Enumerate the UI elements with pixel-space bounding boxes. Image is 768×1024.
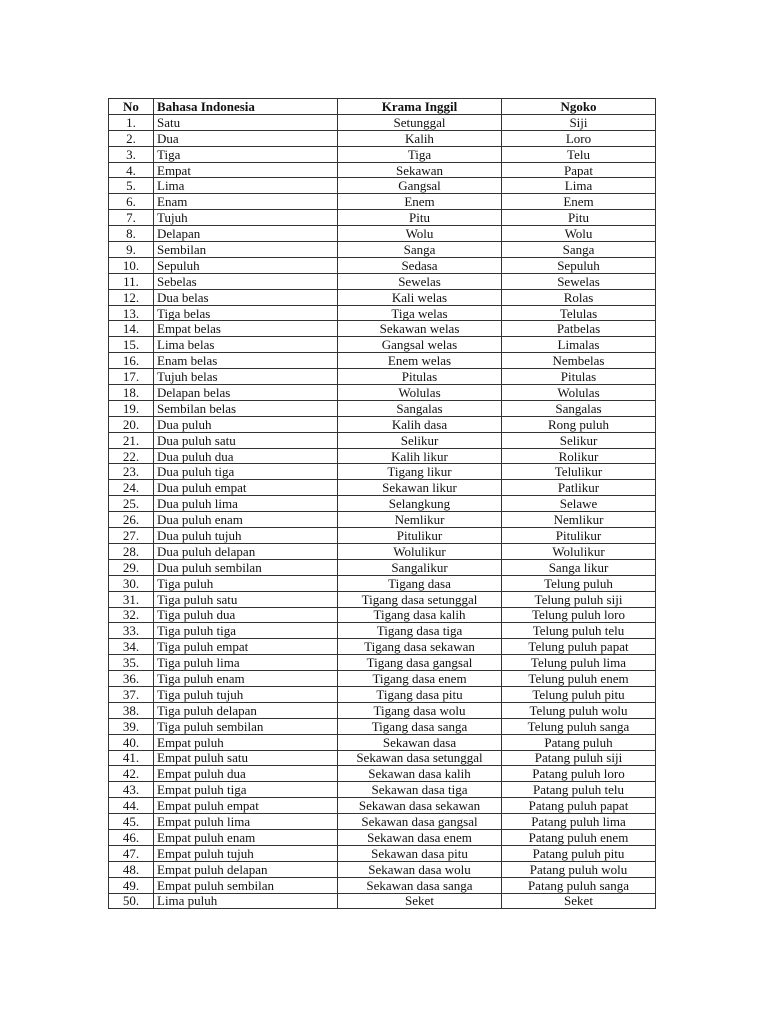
table-row xyxy=(109,829,656,845)
bahasa-indonesia-cell: Enam belas xyxy=(154,353,338,369)
table-row xyxy=(109,337,656,353)
bahasa-indonesia-cell: Empat puluh lima xyxy=(154,814,338,830)
ngoko-cell: Patang puluh sanga xyxy=(502,877,656,893)
ngoko-cell: Patlikur xyxy=(502,480,656,496)
row-number: 34. xyxy=(109,639,154,655)
row-number: 43. xyxy=(109,782,154,798)
ngoko-cell: Selawe xyxy=(502,496,656,512)
table-row xyxy=(109,814,656,830)
bahasa-indonesia-cell: Tiga puluh enam xyxy=(154,671,338,687)
row-number: 37. xyxy=(109,686,154,702)
number-translation-table xyxy=(108,98,656,909)
table-row xyxy=(109,734,656,750)
table-row xyxy=(109,718,656,734)
bahasa-indonesia-cell: Empat puluh delapan xyxy=(154,861,338,877)
krama-inggil-cell: Sewelas xyxy=(338,273,502,289)
row-number: 26. xyxy=(109,512,154,528)
table-row xyxy=(109,416,656,432)
krama-inggil-cell: Wolulas xyxy=(338,385,502,401)
table-row xyxy=(109,750,656,766)
ngoko-cell: Pitulikur xyxy=(502,528,656,544)
row-number: 22. xyxy=(109,448,154,464)
row-number: 20. xyxy=(109,416,154,432)
row-number: 28. xyxy=(109,543,154,559)
ngoko-cell: Patang puluh xyxy=(502,734,656,750)
table-row xyxy=(109,242,656,258)
ngoko-cell: Telung puluh siji xyxy=(502,591,656,607)
bahasa-indonesia-cell: Sepuluh xyxy=(154,257,338,273)
bahasa-indonesia-cell: Empat puluh tujuh xyxy=(154,845,338,861)
krama-inggil-cell: Sekawan likur xyxy=(338,480,502,496)
bahasa-indonesia-cell: Sebelas xyxy=(154,273,338,289)
table-row xyxy=(109,273,656,289)
row-number: 47. xyxy=(109,845,154,861)
ngoko-cell: Sewelas xyxy=(502,273,656,289)
bahasa-indonesia-cell: Dua puluh empat xyxy=(154,480,338,496)
krama-inggil-cell: Sanga xyxy=(338,242,502,258)
krama-inggil-cell: Sekawan xyxy=(338,162,502,178)
krama-inggil-cell: Pitu xyxy=(338,210,502,226)
ngoko-cell: Sangalas xyxy=(502,400,656,416)
ngoko-cell: Patang puluh pitu xyxy=(502,845,656,861)
krama-inggil-cell: Tigang dasa xyxy=(338,575,502,591)
ngoko-cell: Limalas xyxy=(502,337,656,353)
krama-inggil-cell: Sedasa xyxy=(338,257,502,273)
ngoko-cell: Lima xyxy=(502,178,656,194)
row-number: 45. xyxy=(109,814,154,830)
row-number: 9. xyxy=(109,242,154,258)
row-number: 1. xyxy=(109,114,154,130)
row-number: 2. xyxy=(109,130,154,146)
row-number: 4. xyxy=(109,162,154,178)
ngoko-cell: Patang puluh telu xyxy=(502,782,656,798)
ngoko-cell: Telung puluh pitu xyxy=(502,686,656,702)
krama-inggil-cell: Tigang dasa enem xyxy=(338,671,502,687)
table-row xyxy=(109,798,656,814)
ngoko-cell: Patang puluh loro xyxy=(502,766,656,782)
row-number: 3. xyxy=(109,146,154,162)
krama-inggil-cell: Enem welas xyxy=(338,353,502,369)
table-row xyxy=(109,782,656,798)
row-number: 40. xyxy=(109,734,154,750)
ngoko-cell: Wolu xyxy=(502,226,656,242)
ngoko-cell: Telung puluh loro xyxy=(502,607,656,623)
krama-inggil-cell: Tigang dasa pitu xyxy=(338,686,502,702)
ngoko-cell: Rolikur xyxy=(502,448,656,464)
row-number: 42. xyxy=(109,766,154,782)
bahasa-indonesia-cell: Dua xyxy=(154,130,338,146)
row-number: 41. xyxy=(109,750,154,766)
header-no: No xyxy=(109,99,154,115)
row-number: 46. xyxy=(109,829,154,845)
table-row xyxy=(109,162,656,178)
bahasa-indonesia-cell: Lima belas xyxy=(154,337,338,353)
row-number: 29. xyxy=(109,559,154,575)
bahasa-indonesia-cell: Empat xyxy=(154,162,338,178)
ngoko-cell: Wolulas xyxy=(502,385,656,401)
table-row xyxy=(109,321,656,337)
table-row xyxy=(109,146,656,162)
ngoko-cell: Selikur xyxy=(502,432,656,448)
krama-inggil-cell: Kali welas xyxy=(338,289,502,305)
table-row xyxy=(109,655,656,671)
bahasa-indonesia-cell: Empat puluh dua xyxy=(154,766,338,782)
krama-inggil-cell: Sekawan welas xyxy=(338,321,502,337)
ngoko-cell: Telung puluh xyxy=(502,575,656,591)
bahasa-indonesia-cell: Dua puluh xyxy=(154,416,338,432)
table-row xyxy=(109,877,656,893)
row-number: 35. xyxy=(109,655,154,671)
ngoko-cell: Loro xyxy=(502,130,656,146)
ngoko-cell: Patang puluh lima xyxy=(502,814,656,830)
ngoko-cell: Patang puluh enem xyxy=(502,829,656,845)
bahasa-indonesia-cell: Tiga puluh tujuh xyxy=(154,686,338,702)
krama-inggil-cell: Sekawan dasa wolu xyxy=(338,861,502,877)
bahasa-indonesia-cell: Dua puluh satu xyxy=(154,432,338,448)
ngoko-cell: Telung puluh sanga xyxy=(502,718,656,734)
bahasa-indonesia-cell: Tiga puluh tiga xyxy=(154,623,338,639)
bahasa-indonesia-cell: Satu xyxy=(154,114,338,130)
row-number: 31. xyxy=(109,591,154,607)
bahasa-indonesia-cell: Dua puluh sembilan xyxy=(154,559,338,575)
bahasa-indonesia-cell: Dua puluh enam xyxy=(154,512,338,528)
krama-inggil-cell: Tigang dasa gangsal xyxy=(338,655,502,671)
row-number: 49. xyxy=(109,877,154,893)
bahasa-indonesia-cell: Enam xyxy=(154,194,338,210)
table-row xyxy=(109,528,656,544)
row-number: 14. xyxy=(109,321,154,337)
krama-inggil-cell: Selikur xyxy=(338,432,502,448)
krama-inggil-cell: Gangsal xyxy=(338,178,502,194)
ngoko-cell: Patbelas xyxy=(502,321,656,337)
table-row xyxy=(109,448,656,464)
table-row xyxy=(109,686,656,702)
row-number: 16. xyxy=(109,353,154,369)
table-row xyxy=(109,639,656,655)
krama-inggil-cell: Tiga welas xyxy=(338,305,502,321)
bahasa-indonesia-cell: Tiga puluh lima xyxy=(154,655,338,671)
ngoko-cell: Papat xyxy=(502,162,656,178)
row-number: 33. xyxy=(109,623,154,639)
header-krama-inggil: Krama Inggil xyxy=(338,99,502,115)
table-row xyxy=(109,464,656,480)
row-number: 48. xyxy=(109,861,154,877)
bahasa-indonesia-cell: Tujuh belas xyxy=(154,369,338,385)
ngoko-cell: Seket xyxy=(502,893,656,909)
krama-inggil-cell: Pitulikur xyxy=(338,528,502,544)
bahasa-indonesia-cell: Tiga puluh empat xyxy=(154,639,338,655)
krama-inggil-cell: Sekawan dasa gangsal xyxy=(338,814,502,830)
row-number: 44. xyxy=(109,798,154,814)
ngoko-cell: Telulikur xyxy=(502,464,656,480)
table-row xyxy=(109,607,656,623)
table-row xyxy=(109,623,656,639)
ngoko-cell: Siji xyxy=(502,114,656,130)
row-number: 21. xyxy=(109,432,154,448)
table-row xyxy=(109,480,656,496)
krama-inggil-cell: Tigang likur xyxy=(338,464,502,480)
krama-inggil-cell: Enem xyxy=(338,194,502,210)
krama-inggil-cell: Tigang dasa tiga xyxy=(338,623,502,639)
bahasa-indonesia-cell: Tiga puluh delapan xyxy=(154,702,338,718)
table-row xyxy=(109,369,656,385)
row-number: 32. xyxy=(109,607,154,623)
ngoko-cell: Telu xyxy=(502,146,656,162)
krama-inggil-cell: Tigang dasa wolu xyxy=(338,702,502,718)
row-number: 8. xyxy=(109,226,154,242)
row-number: 15. xyxy=(109,337,154,353)
krama-inggil-cell: Sekawan dasa sanga xyxy=(338,877,502,893)
bahasa-indonesia-cell: Tiga belas xyxy=(154,305,338,321)
bahasa-indonesia-cell: Dua puluh delapan xyxy=(154,543,338,559)
table-row xyxy=(109,496,656,512)
bahasa-indonesia-cell: Delapan belas xyxy=(154,385,338,401)
table-row xyxy=(109,893,656,909)
bahasa-indonesia-cell: Empat puluh satu xyxy=(154,750,338,766)
ngoko-cell: Sanga likur xyxy=(502,559,656,575)
table-row xyxy=(109,861,656,877)
bahasa-indonesia-cell: Empat puluh xyxy=(154,734,338,750)
table-row xyxy=(109,543,656,559)
ngoko-cell: Telung puluh enem xyxy=(502,671,656,687)
bahasa-indonesia-cell: Empat puluh tiga xyxy=(154,782,338,798)
ngoko-cell: Nemlikur xyxy=(502,512,656,528)
krama-inggil-cell: Tigang dasa setunggal xyxy=(338,591,502,607)
row-number: 6. xyxy=(109,194,154,210)
krama-inggil-cell: Wolulikur xyxy=(338,543,502,559)
table-row xyxy=(109,559,656,575)
table-row xyxy=(109,575,656,591)
bahasa-indonesia-cell: Empat puluh enam xyxy=(154,829,338,845)
krama-inggil-cell: Sekawan dasa kalih xyxy=(338,766,502,782)
table-row xyxy=(109,766,656,782)
table-row xyxy=(109,114,656,130)
krama-inggil-cell: Sekawan dasa pitu xyxy=(338,845,502,861)
row-number: 23. xyxy=(109,464,154,480)
table-row xyxy=(109,178,656,194)
table-row xyxy=(109,845,656,861)
row-number: 36. xyxy=(109,671,154,687)
table-row xyxy=(109,289,656,305)
table-row xyxy=(109,210,656,226)
bahasa-indonesia-cell: Empat puluh empat xyxy=(154,798,338,814)
table-row xyxy=(109,702,656,718)
krama-inggil-cell: Sangalikur xyxy=(338,559,502,575)
row-number: 24. xyxy=(109,480,154,496)
ngoko-cell: Rolas xyxy=(502,289,656,305)
row-number: 50. xyxy=(109,893,154,909)
table-row xyxy=(109,130,656,146)
krama-inggil-cell: Tigang dasa sanga xyxy=(338,718,502,734)
row-number: 17. xyxy=(109,369,154,385)
table-row xyxy=(109,353,656,369)
row-number: 27. xyxy=(109,528,154,544)
ngoko-cell: Telulas xyxy=(502,305,656,321)
document-page xyxy=(108,98,655,909)
bahasa-indonesia-cell: Tiga xyxy=(154,146,338,162)
krama-inggil-cell: Seket xyxy=(338,893,502,909)
krama-inggil-cell: Tigang dasa kalih xyxy=(338,607,502,623)
ngoko-cell: Enem xyxy=(502,194,656,210)
table-row xyxy=(109,400,656,416)
table-row xyxy=(109,226,656,242)
table-row xyxy=(109,385,656,401)
ngoko-cell: Patang puluh papat xyxy=(502,798,656,814)
ngoko-cell: Sanga xyxy=(502,242,656,258)
bahasa-indonesia-cell: Dua belas xyxy=(154,289,338,305)
bahasa-indonesia-cell: Dua puluh tiga xyxy=(154,464,338,480)
ngoko-cell: Rong puluh xyxy=(502,416,656,432)
krama-inggil-cell: Sekawan dasa setunggal xyxy=(338,750,502,766)
bahasa-indonesia-cell: Tiga puluh xyxy=(154,575,338,591)
table-row xyxy=(109,432,656,448)
bahasa-indonesia-cell: Dua puluh tujuh xyxy=(154,528,338,544)
row-number: 25. xyxy=(109,496,154,512)
row-number: 11. xyxy=(109,273,154,289)
krama-inggil-cell: Setunggal xyxy=(338,114,502,130)
krama-inggil-cell: Gangsal welas xyxy=(338,337,502,353)
row-number: 18. xyxy=(109,385,154,401)
table-row xyxy=(109,257,656,273)
bahasa-indonesia-cell: Tujuh xyxy=(154,210,338,226)
ngoko-cell: Sepuluh xyxy=(502,257,656,273)
table-row xyxy=(109,512,656,528)
krama-inggil-cell: Nemlikur xyxy=(338,512,502,528)
bahasa-indonesia-cell: Delapan xyxy=(154,226,338,242)
ngoko-cell: Telung puluh wolu xyxy=(502,702,656,718)
row-number: 5. xyxy=(109,178,154,194)
ngoko-cell: Pitulas xyxy=(502,369,656,385)
krama-inggil-cell: Kalih dasa xyxy=(338,416,502,432)
row-number: 39. xyxy=(109,718,154,734)
krama-inggil-cell: Sekawan dasa tiga xyxy=(338,782,502,798)
header-ngoko: Ngoko xyxy=(502,99,656,115)
bahasa-indonesia-cell: Sembilan xyxy=(154,242,338,258)
bahasa-indonesia-cell: Tiga puluh sembilan xyxy=(154,718,338,734)
krama-inggil-cell: Kalih likur xyxy=(338,448,502,464)
row-number: 38. xyxy=(109,702,154,718)
krama-inggil-cell: Sekawan dasa enem xyxy=(338,829,502,845)
bahasa-indonesia-cell: Dua puluh lima xyxy=(154,496,338,512)
row-number: 12. xyxy=(109,289,154,305)
ngoko-cell: Telung puluh papat xyxy=(502,639,656,655)
krama-inggil-cell: Tigang dasa sekawan xyxy=(338,639,502,655)
row-number: 7. xyxy=(109,210,154,226)
bahasa-indonesia-cell: Sembilan belas xyxy=(154,400,338,416)
krama-inggil-cell: Sangalas xyxy=(338,400,502,416)
row-number: 13. xyxy=(109,305,154,321)
ngoko-cell: Telung puluh telu xyxy=(502,623,656,639)
bahasa-indonesia-cell: Empat puluh sembilan xyxy=(154,877,338,893)
table-row xyxy=(109,305,656,321)
bahasa-indonesia-cell: Tiga puluh satu xyxy=(154,591,338,607)
table-header-row xyxy=(109,99,656,115)
ngoko-cell: Nembelas xyxy=(502,353,656,369)
ngoko-cell: Wolulikur xyxy=(502,543,656,559)
table-row xyxy=(109,591,656,607)
bahasa-indonesia-cell: Tiga puluh dua xyxy=(154,607,338,623)
krama-inggil-cell: Kalih xyxy=(338,130,502,146)
krama-inggil-cell: Selangkung xyxy=(338,496,502,512)
bahasa-indonesia-cell: Dua puluh dua xyxy=(154,448,338,464)
bahasa-indonesia-cell: Lima puluh xyxy=(154,893,338,909)
header-bahasa-indonesia: Bahasa Indonesia xyxy=(154,99,338,115)
ngoko-cell: Telung puluh lima xyxy=(502,655,656,671)
ngoko-cell: Patang puluh siji xyxy=(502,750,656,766)
krama-inggil-cell: Wolu xyxy=(338,226,502,242)
bahasa-indonesia-cell: Empat belas xyxy=(154,321,338,337)
row-number: 10. xyxy=(109,257,154,273)
krama-inggil-cell: Sekawan dasa sekawan xyxy=(338,798,502,814)
table-row xyxy=(109,194,656,210)
bahasa-indonesia-cell: Lima xyxy=(154,178,338,194)
row-number: 19. xyxy=(109,400,154,416)
krama-inggil-cell: Tiga xyxy=(338,146,502,162)
table-body xyxy=(109,114,656,909)
ngoko-cell: Patang puluh wolu xyxy=(502,861,656,877)
table-row xyxy=(109,671,656,687)
krama-inggil-cell: Sekawan dasa xyxy=(338,734,502,750)
ngoko-cell: Pitu xyxy=(502,210,656,226)
row-number: 30. xyxy=(109,575,154,591)
krama-inggil-cell: Pitulas xyxy=(338,369,502,385)
